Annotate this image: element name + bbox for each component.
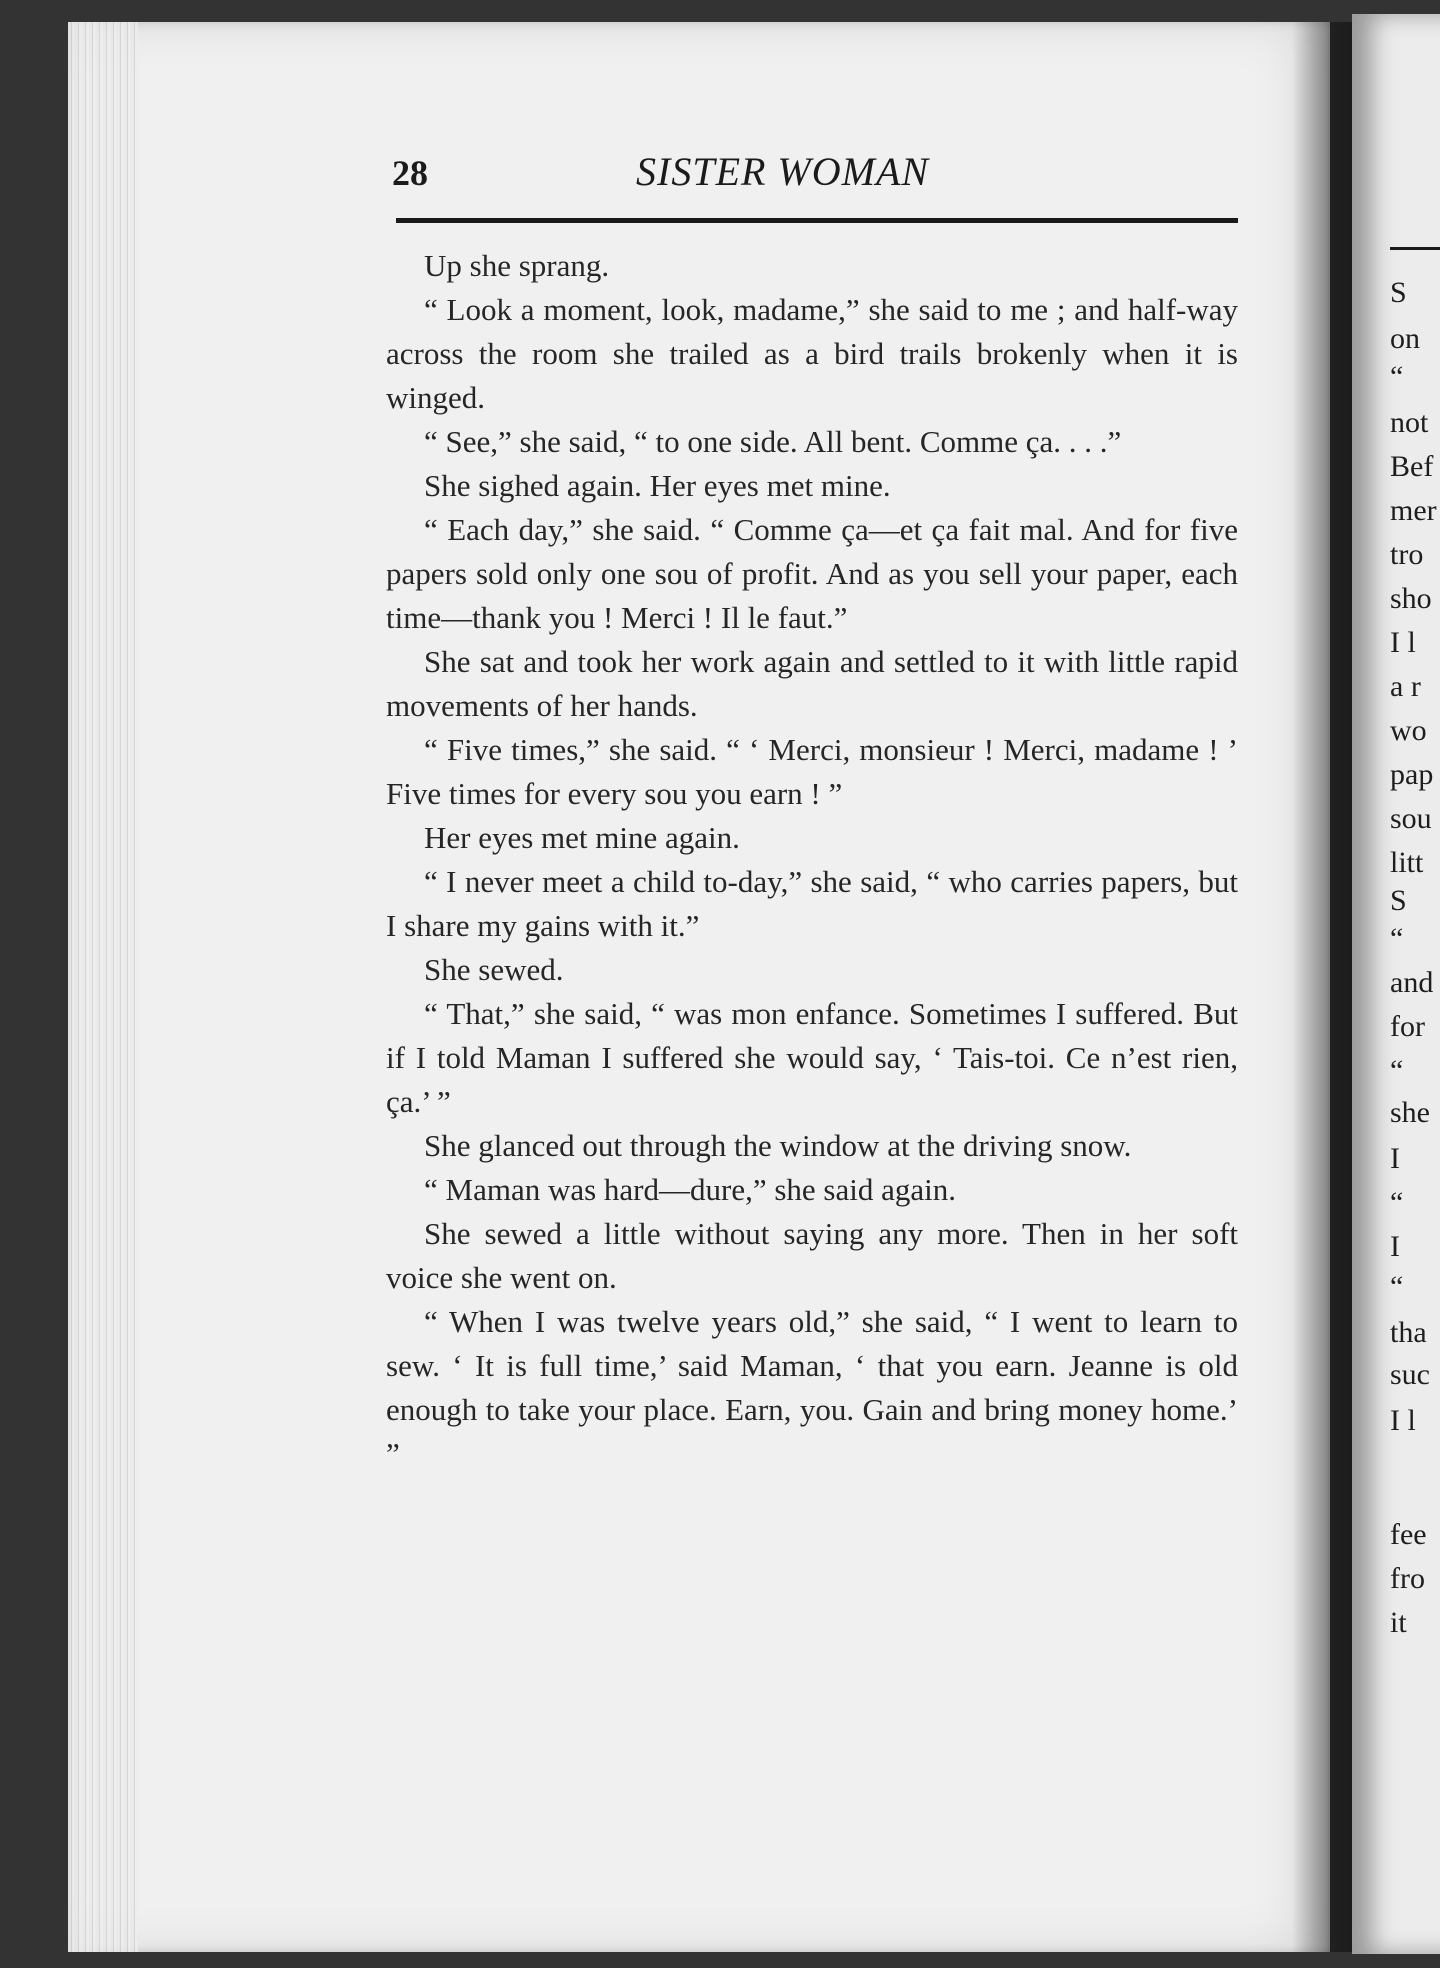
facing-page-fragment: tha <box>1390 1316 1427 1349</box>
paragraph: She sewed a little without saying any more. Then in her soft voice she went on. <box>386 1216 1238 1295</box>
paragraph: She sighed again. Her eyes met mine. <box>424 468 891 503</box>
paragraph: She glanced out through the window at the driving snow. <box>424 1128 1132 1163</box>
facing-page-fragment: she <box>1390 1096 1430 1129</box>
facing-page-fragment: I <box>1390 1230 1400 1263</box>
facing-page-fragment: pap <box>1390 758 1434 791</box>
book-gutter <box>1292 22 1352 1952</box>
facing-page-fragment: on <box>1390 322 1420 355</box>
facing-page <box>1352 14 1440 1954</box>
paragraph: “ I never meet a child to-day,” she said, “ who carries papers, but I share my gains with it.” <box>386 864 1238 943</box>
facing-page-fragment: sho <box>1390 582 1432 615</box>
facing-page-fragment: mer <box>1390 494 1437 527</box>
facing-page-fragment: not <box>1390 406 1429 439</box>
paragraph: “ Look a moment, look, madame,” she said to me ; and half-way across the room she trailed as a bird trails brokenly when it is winged. <box>386 292 1238 415</box>
paragraph: “ Each day,” she said. “ Comme ça—et ça fait mal. And for five papers sold only one sou of profit. And as you sell your paper, each time—thank you ! Merci ! Il le faut.” <box>386 512 1238 635</box>
running-title: SISTER WOMAN <box>636 149 930 194</box>
facing-page-fragment: “ <box>1390 1186 1404 1219</box>
paragraph: “ When I was twelve years old,” she said, “ I went to learn to sew. ‘ It is full time,’ said Maman, ‘ that you earn. Jeanne is old enough to take your place. Earn, you. Gain and bring money home.’ ” <box>386 1304 1238 1471</box>
facing-page-fragment: wo <box>1390 714 1427 747</box>
facing-page-fragment: sou <box>1390 802 1432 835</box>
facing-page-fragment: Bef <box>1390 450 1434 483</box>
facing-page-fragment: a r <box>1390 670 1421 703</box>
facing-page-fragment: S <box>1390 276 1407 309</box>
paragraph: “ That,” she said, “ was mon enfance. Sometimes I suffered. But if I told Maman I suffered she would say, ‘ Tais-toi. Ce n’est rien, ça.’ ” <box>386 996 1238 1119</box>
paragraph: “ See,” she said, “ to one side. All bent. Comme ça. . . .” <box>424 424 1122 459</box>
paragraph: She sewed. <box>424 952 564 987</box>
page-edges <box>68 22 138 1952</box>
facing-page-fragment: it <box>1390 1606 1407 1639</box>
facing-page-fragment: litt <box>1390 846 1424 879</box>
paragraph: “ Five times,” she said. “ ‘ Merci, monsieur ! Merci, madame ! ’ Five times for every sou you earn ! ” <box>386 732 1238 811</box>
facing-page-fragment: “ <box>1390 922 1404 955</box>
facing-page-fragment: I l <box>1390 626 1416 659</box>
facing-page-fragment: “ <box>1390 1054 1404 1087</box>
facing-page-rule <box>1390 247 1440 250</box>
paragraph: Her eyes met mine again. <box>424 820 740 855</box>
facing-page-fragment: I <box>1390 1142 1400 1175</box>
page-number: 28 <box>392 153 428 193</box>
facing-page-fragment: “ <box>1390 360 1404 393</box>
facing-page-fragment: suc <box>1390 1358 1430 1391</box>
paragraph: “ Maman was hard—dure,” she said again. <box>424 1172 956 1207</box>
facing-page-fragment: S <box>1390 884 1407 917</box>
facing-page-fragment: “ <box>1390 1270 1404 1303</box>
facing-page-fragment: fro <box>1390 1562 1425 1595</box>
paragraph: She sat and took her work again and settled to it with little rapid movements of her hands. <box>386 644 1238 723</box>
facing-page-fragment: fee <box>1390 1518 1427 1551</box>
body-text <box>386 244 1238 1476</box>
facing-page-fragment: and <box>1390 966 1434 999</box>
facing-page-fragment: for <box>1390 1010 1425 1043</box>
header-rule <box>396 218 1238 223</box>
running-head <box>392 149 1238 202</box>
paragraph: Up she sprang. <box>424 248 610 283</box>
facing-page-fragment: I l <box>1390 1404 1416 1437</box>
facing-page-fragment: tro <box>1390 538 1424 571</box>
